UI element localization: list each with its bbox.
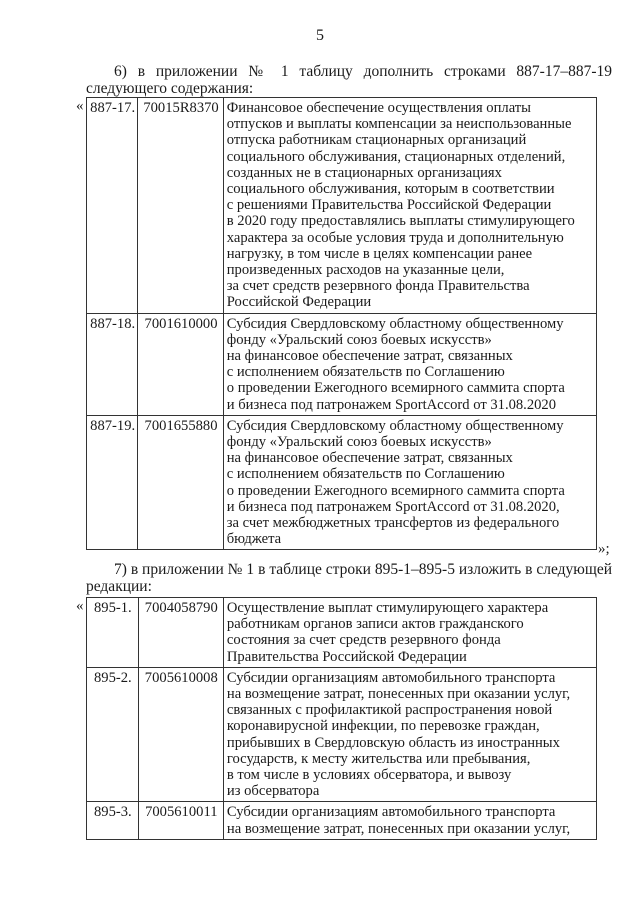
description-line: нагрузку, в том числе в целях компенсации ранее (226, 245, 533, 262)
description-line: о проведении Ежегодного всемирного саммита спорта (226, 482, 565, 499)
target-code-cell: 70015R8370 (138, 98, 223, 314)
table-row (87, 415, 597, 550)
description-line: фонду «Уральский союз боевых искусств» (226, 331, 492, 348)
row-number-cell: 887-17. (87, 98, 138, 314)
table-row (87, 802, 597, 839)
row-number-cell: 895-1. (87, 598, 139, 668)
description-cell (223, 98, 596, 314)
table-1-closing-quote: »; (598, 541, 610, 557)
target-code-cell: 7004058790 (138, 598, 223, 668)
description-cell (223, 598, 596, 668)
description-line: фонду «Уральский союз боевых искусств» (226, 434, 492, 451)
description-line: с исполнением обязательств по Соглашению (226, 466, 505, 483)
table-2 (86, 597, 597, 840)
description-line: из обсерватора (226, 783, 320, 800)
description-line: состояния за счет средств резервного фонда (226, 632, 501, 649)
description-line: связанных с профилактикой распространения новой (226, 702, 553, 719)
description-line: на возмещение затрат, понесенных при оказании услуг, (226, 686, 571, 703)
description-line: на финансовое обеспечение затрат, связанных (226, 348, 513, 365)
table-row (87, 598, 597, 668)
description-line: на возмещение затрат, понесенных при оказании услуг, (226, 820, 571, 837)
description-line: произведенных расходов на указанные цели, (226, 262, 505, 279)
paragraph-7-first-line: 7) в приложении № 1 в таблице строки 895-1–895-5 изложить в следующей (114, 561, 612, 578)
paragraph-6 (86, 63, 612, 97)
description-line: и бизнеса под патронажем SportAccord от 31.08.2020, (226, 498, 560, 515)
description-line: на финансовое обеспечение затрат, связанных (226, 450, 513, 467)
description-cell (223, 802, 596, 839)
table-2-opening-quote: « (76, 598, 84, 614)
description-cell (223, 415, 596, 550)
row-number-cell: 895-2. (87, 667, 139, 802)
table-1 (86, 97, 597, 550)
target-code-cell: 7005610008 (138, 667, 223, 802)
description-line: и бизнеса под патронажем SportAccord от 31.08.2020 (226, 396, 557, 413)
table-row (87, 667, 597, 802)
row-number-cell: 887-19. (87, 415, 138, 550)
description-line: государств, к месту жительства или пребывания, (226, 750, 531, 767)
description-line: бюджета (226, 531, 282, 548)
table-row (87, 98, 597, 314)
paragraph-6-continuation: следующего содержания: (86, 80, 254, 97)
description-line: в том числе в условиях обсерватора, и вывозу (226, 767, 512, 784)
description-line: отпуска работникам стационарных организаций (226, 132, 527, 149)
description-line: в 2020 году предоставлялись выплаты стимулирующего (226, 213, 575, 230)
paragraph-7 (86, 561, 612, 595)
description-line: характера за особые условия труда и дополнительную (226, 229, 564, 246)
target-code-cell: 7001610000 (138, 313, 223, 415)
description-line: Субсидия Свердловскому областному общественному (226, 315, 564, 332)
description-line: о проведении Ежегодного всемирного саммита спорта (226, 380, 565, 397)
description-line: работникам органов записи актов гражданского (226, 616, 524, 633)
description-line: с решениями Правительства Российской Федерации (226, 197, 552, 214)
description-line: с исполнением обязательств по Соглашению (226, 364, 505, 381)
paragraph-6-first-line: 6) в приложении № 1 таблицу дополнить строками 887-17–887-19 (114, 63, 612, 80)
table-1-opening-quote: « (76, 98, 84, 114)
description-line: за счет средств резервного фонда Правительства (226, 278, 530, 295)
description-line: созданных не в стационарных организациях (226, 164, 502, 181)
description-cell (223, 667, 596, 802)
target-code-cell: 7005610011 (138, 802, 223, 839)
description-line: прибывших в Свердловскую область из иностранных (226, 734, 560, 751)
row-number-cell: 895-3. (87, 802, 139, 839)
row-number-cell: 887-18. (87, 313, 138, 415)
description-line: Субсидия Свердловскому областному общественному (226, 417, 564, 434)
page-number: 5 (316, 27, 324, 44)
description-cell (223, 313, 596, 415)
description-line: отпусков и выплаты компенсации за неиспользованные (226, 116, 572, 133)
target-code-cell: 7001655880 (138, 415, 223, 550)
table-row (87, 313, 597, 415)
description-line: за счет межбюджетных трансфертов из федерального (226, 515, 560, 532)
description-line: коронавирусной инфекции, по перевозке граждан, (226, 718, 540, 735)
description-line: Субсидии организациям автомобильного транспорта (226, 804, 556, 821)
description-line: Финансовое обеспечение осуществления оплаты (226, 100, 531, 116)
description-line: Правительства Российской Федерации (226, 648, 467, 665)
paragraph-7-continuation: редакции: (86, 578, 152, 595)
description-line: социального обслуживания, стационарных отделений, (226, 148, 566, 165)
description-line: Субсидии организациям автомобильного транспорта (226, 669, 556, 686)
description-line: Осуществление выплат стимулирующего характера (226, 600, 549, 616)
description-line: Российской Федерации (226, 294, 372, 311)
description-line: социального обслуживания, которым в соответствии (226, 181, 555, 198)
